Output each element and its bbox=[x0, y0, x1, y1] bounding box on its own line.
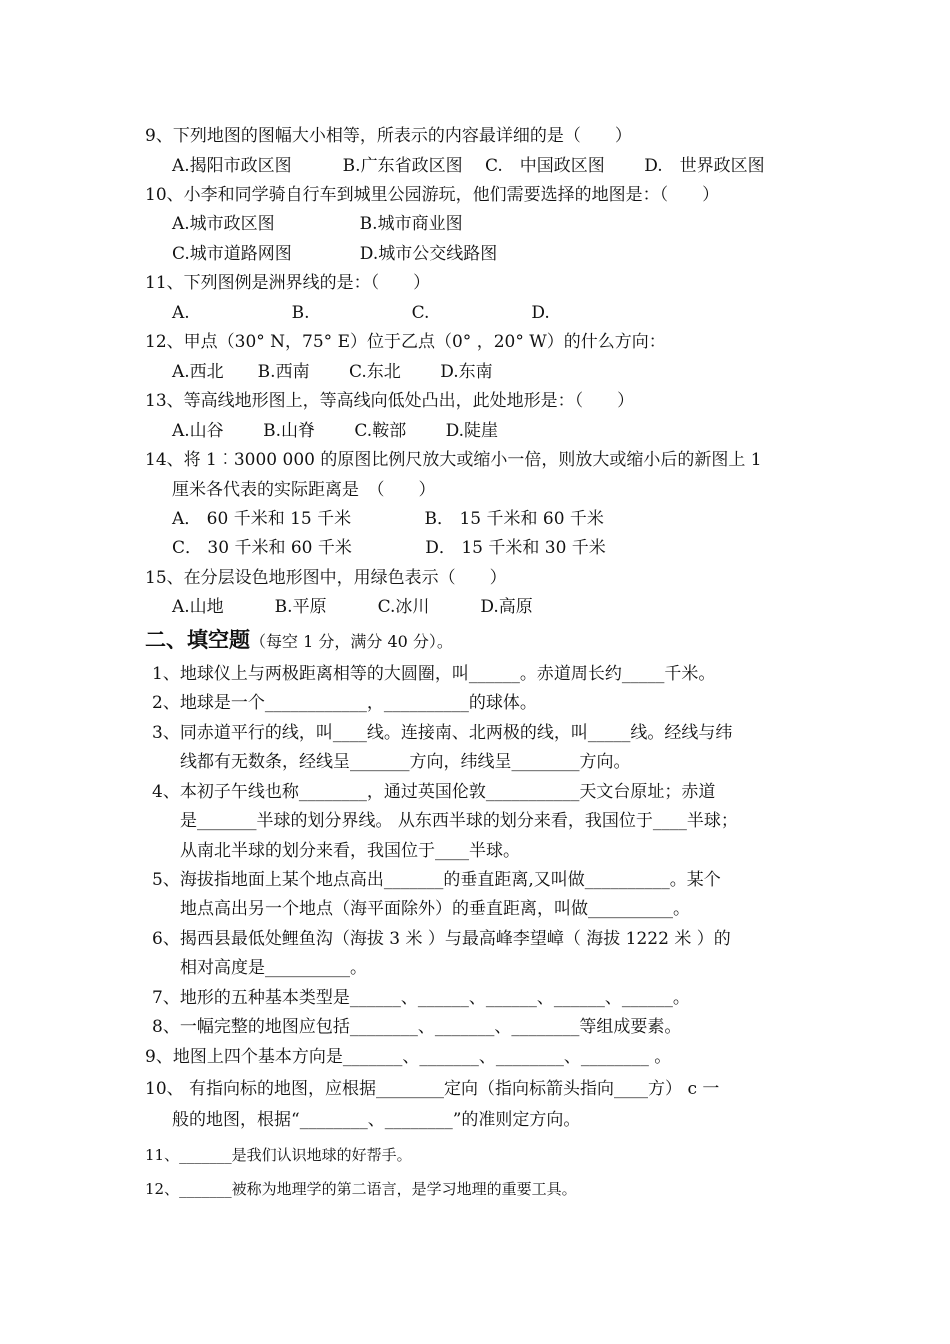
fill-9: 9、地图上四个基本方向是_______、_______、________、________ 。 bbox=[145, 1047, 672, 1067]
q15-stem: 15、在分层设色地形图中，用绿色表示（ ） bbox=[145, 568, 507, 588]
fill-2: 2、地球是一个____________，__________的球体。 bbox=[152, 693, 537, 713]
fill-3-line-2: 线都有无数条，经线呈_______方向，纬线呈________方向。 bbox=[180, 752, 631, 772]
fill-5-line-2: 地点高出另一个地点（海平面除外）的垂直距离，叫做__________。 bbox=[180, 899, 690, 919]
section-note: （每空 1 分，满分 40 分）。 bbox=[250, 632, 453, 651]
fill-10-line-2: 般的地图，根据“________、________”的准则定方向。 bbox=[172, 1110, 581, 1130]
q11-options: A. B. C. D. bbox=[172, 303, 550, 323]
q12-stem: 12、甲点（30° N，75° E）位于乙点（0° ，20° W）的什么方向： bbox=[145, 332, 666, 352]
q12-options: A.西北 B.西南 C.东北 D.东南 bbox=[172, 362, 493, 382]
q10-stem: 10、小李和同学骑自行车到城里公园游玩，他们需要选择的地图是：（ ） bbox=[145, 185, 720, 205]
q11-stem: 11、下列图例是洲界线的是：（ ） bbox=[145, 273, 431, 293]
fill-6-line-1: 6、揭西县最低处鲤鱼沟（海拔 3 米 ）与最高峰李望嶂（ 海拔 1222 米 ）的 bbox=[152, 929, 731, 949]
q10-options-2: C.城市道路网图 D.城市公交线路图 bbox=[172, 244, 498, 264]
q10-options-1: A.城市政区图 B.城市商业图 bbox=[172, 214, 463, 234]
fill-1: 1、地球仪上与两极距离相等的大圆圈，叫______。赤道周长约_____千米。 bbox=[152, 664, 716, 684]
q13-stem: 13、等高线地形图上，等高线向低处凸出，此处地形是：（ ） bbox=[145, 391, 635, 411]
q14-stem-2: 厘米各代表的实际距离是 （ ） bbox=[172, 480, 436, 500]
q15-options: A.山地 B.平原 C.冰川 D.高原 bbox=[172, 597, 533, 617]
fill-7: 7、地形的五种基本类型是______、______、______、______、______。 bbox=[152, 988, 690, 1008]
section-heading bbox=[145, 628, 453, 654]
fill-10-line-1: 10、 有指向标的地图，应根据________定向（指向标箭头指向____方） c 一 bbox=[145, 1079, 720, 1099]
q9-options: A.揭阳市政区图 B.广东省政区图 C. 中国政区图 D. 世界政区图 bbox=[172, 156, 765, 176]
fill-5-line-1: 5、海拔指地面上某个地点高出_______的垂直距离,又叫做__________。某个 bbox=[152, 870, 721, 890]
fill-3-line-1: 3、同赤道平行的线，叫____线。连接南、北两极的线，叫_____线。经线与纬 bbox=[152, 723, 733, 743]
q13-options: A.山谷 B.山脊 C.鞍部 D.陡崖 bbox=[172, 421, 499, 441]
fill-4-line-3: 从南北半球的划分来看，我国位于____半球。 bbox=[180, 841, 520, 861]
q14-stem-1: 14、将 1︰3000 000 的原图比例尺放大或缩小一倍，则放大或缩小后的新图上 1 bbox=[145, 450, 762, 470]
fill-11: 11、_______是我们认识地球的好帮手。 bbox=[145, 1146, 412, 1164]
fill-4-line-2: 是_______半球的划分界线。 从东西半球的划分来看，我国位于____半球； bbox=[180, 811, 738, 831]
q14-options-2: C． 30 千米和 60 千米 D． 15 千米和 30 千米 bbox=[172, 538, 606, 558]
fill-12: 12、_______被称为地理学的第二语言，是学习地理的重要工具。 bbox=[145, 1180, 577, 1198]
fill-8: 8、一幅完整的地图应包括________、_______、________等组成要素。 bbox=[152, 1017, 682, 1037]
fill-4-line-1: 4、本初子午线也称________，通过英国伦敦___________天文台原址；赤道 bbox=[152, 782, 716, 802]
q14-options-1: A． 60 千米和 15 千米 B． 15 千米和 60 千米 bbox=[172, 509, 604, 529]
fill-6-line-2: 相对高度是__________。 bbox=[180, 958, 367, 978]
section-title: 二、填空题 bbox=[145, 628, 250, 652]
q9-stem: 9、下列地图的图幅大小相等，所表示的内容最详细的是（ ） bbox=[145, 126, 632, 146]
